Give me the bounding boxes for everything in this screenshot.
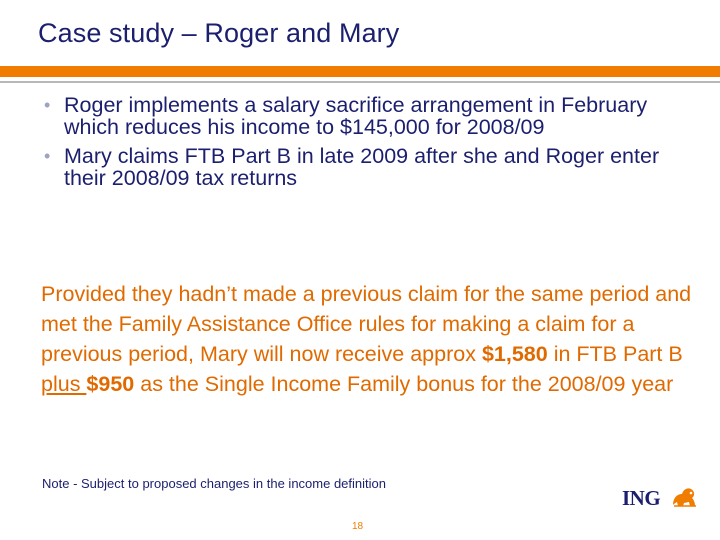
lion-icon [670,483,698,509]
summary-paragraph [41,279,701,399]
paragraph-text: as the Single Income Family bonus for the 2008/09 year [134,372,674,396]
plus-text: plus [41,372,87,396]
bullet-dot-icon: • [44,146,51,166]
footnote: Note - Subject to proposed changes in the income definition [42,476,386,491]
divider-line [0,81,720,83]
bullet-item [44,145,694,189]
bullet-text: Mary claims FTB Part B in late 2009 after she and Roger enter their 2008/09 tax returns [64,144,660,190]
bonus-amount: $950 [86,372,135,396]
bullet-list [44,94,694,196]
paragraph-text: in FTB Part B [547,342,683,366]
bullet-text: Roger implements a salary sacrifice arrangement in February which reduces his income to $145,000 for 2008/09 [64,93,648,139]
bullet-dot-icon: • [44,95,51,115]
bullet-item [44,94,694,138]
page-number: 18 [352,521,364,532]
logo-wordmark: ING [622,486,661,510]
slide-title: Case study – Roger and Mary [38,18,400,48]
paragraph-text: Provided they hadn’t made a previous claim for the same period and met the Family Assistance Office rules for making a claim for a previous period, Mary will now receive approx [41,282,692,366]
ftb-amount: $1,580 [481,342,548,366]
ing-logo [622,483,698,511]
title-underline-bar [0,66,720,77]
